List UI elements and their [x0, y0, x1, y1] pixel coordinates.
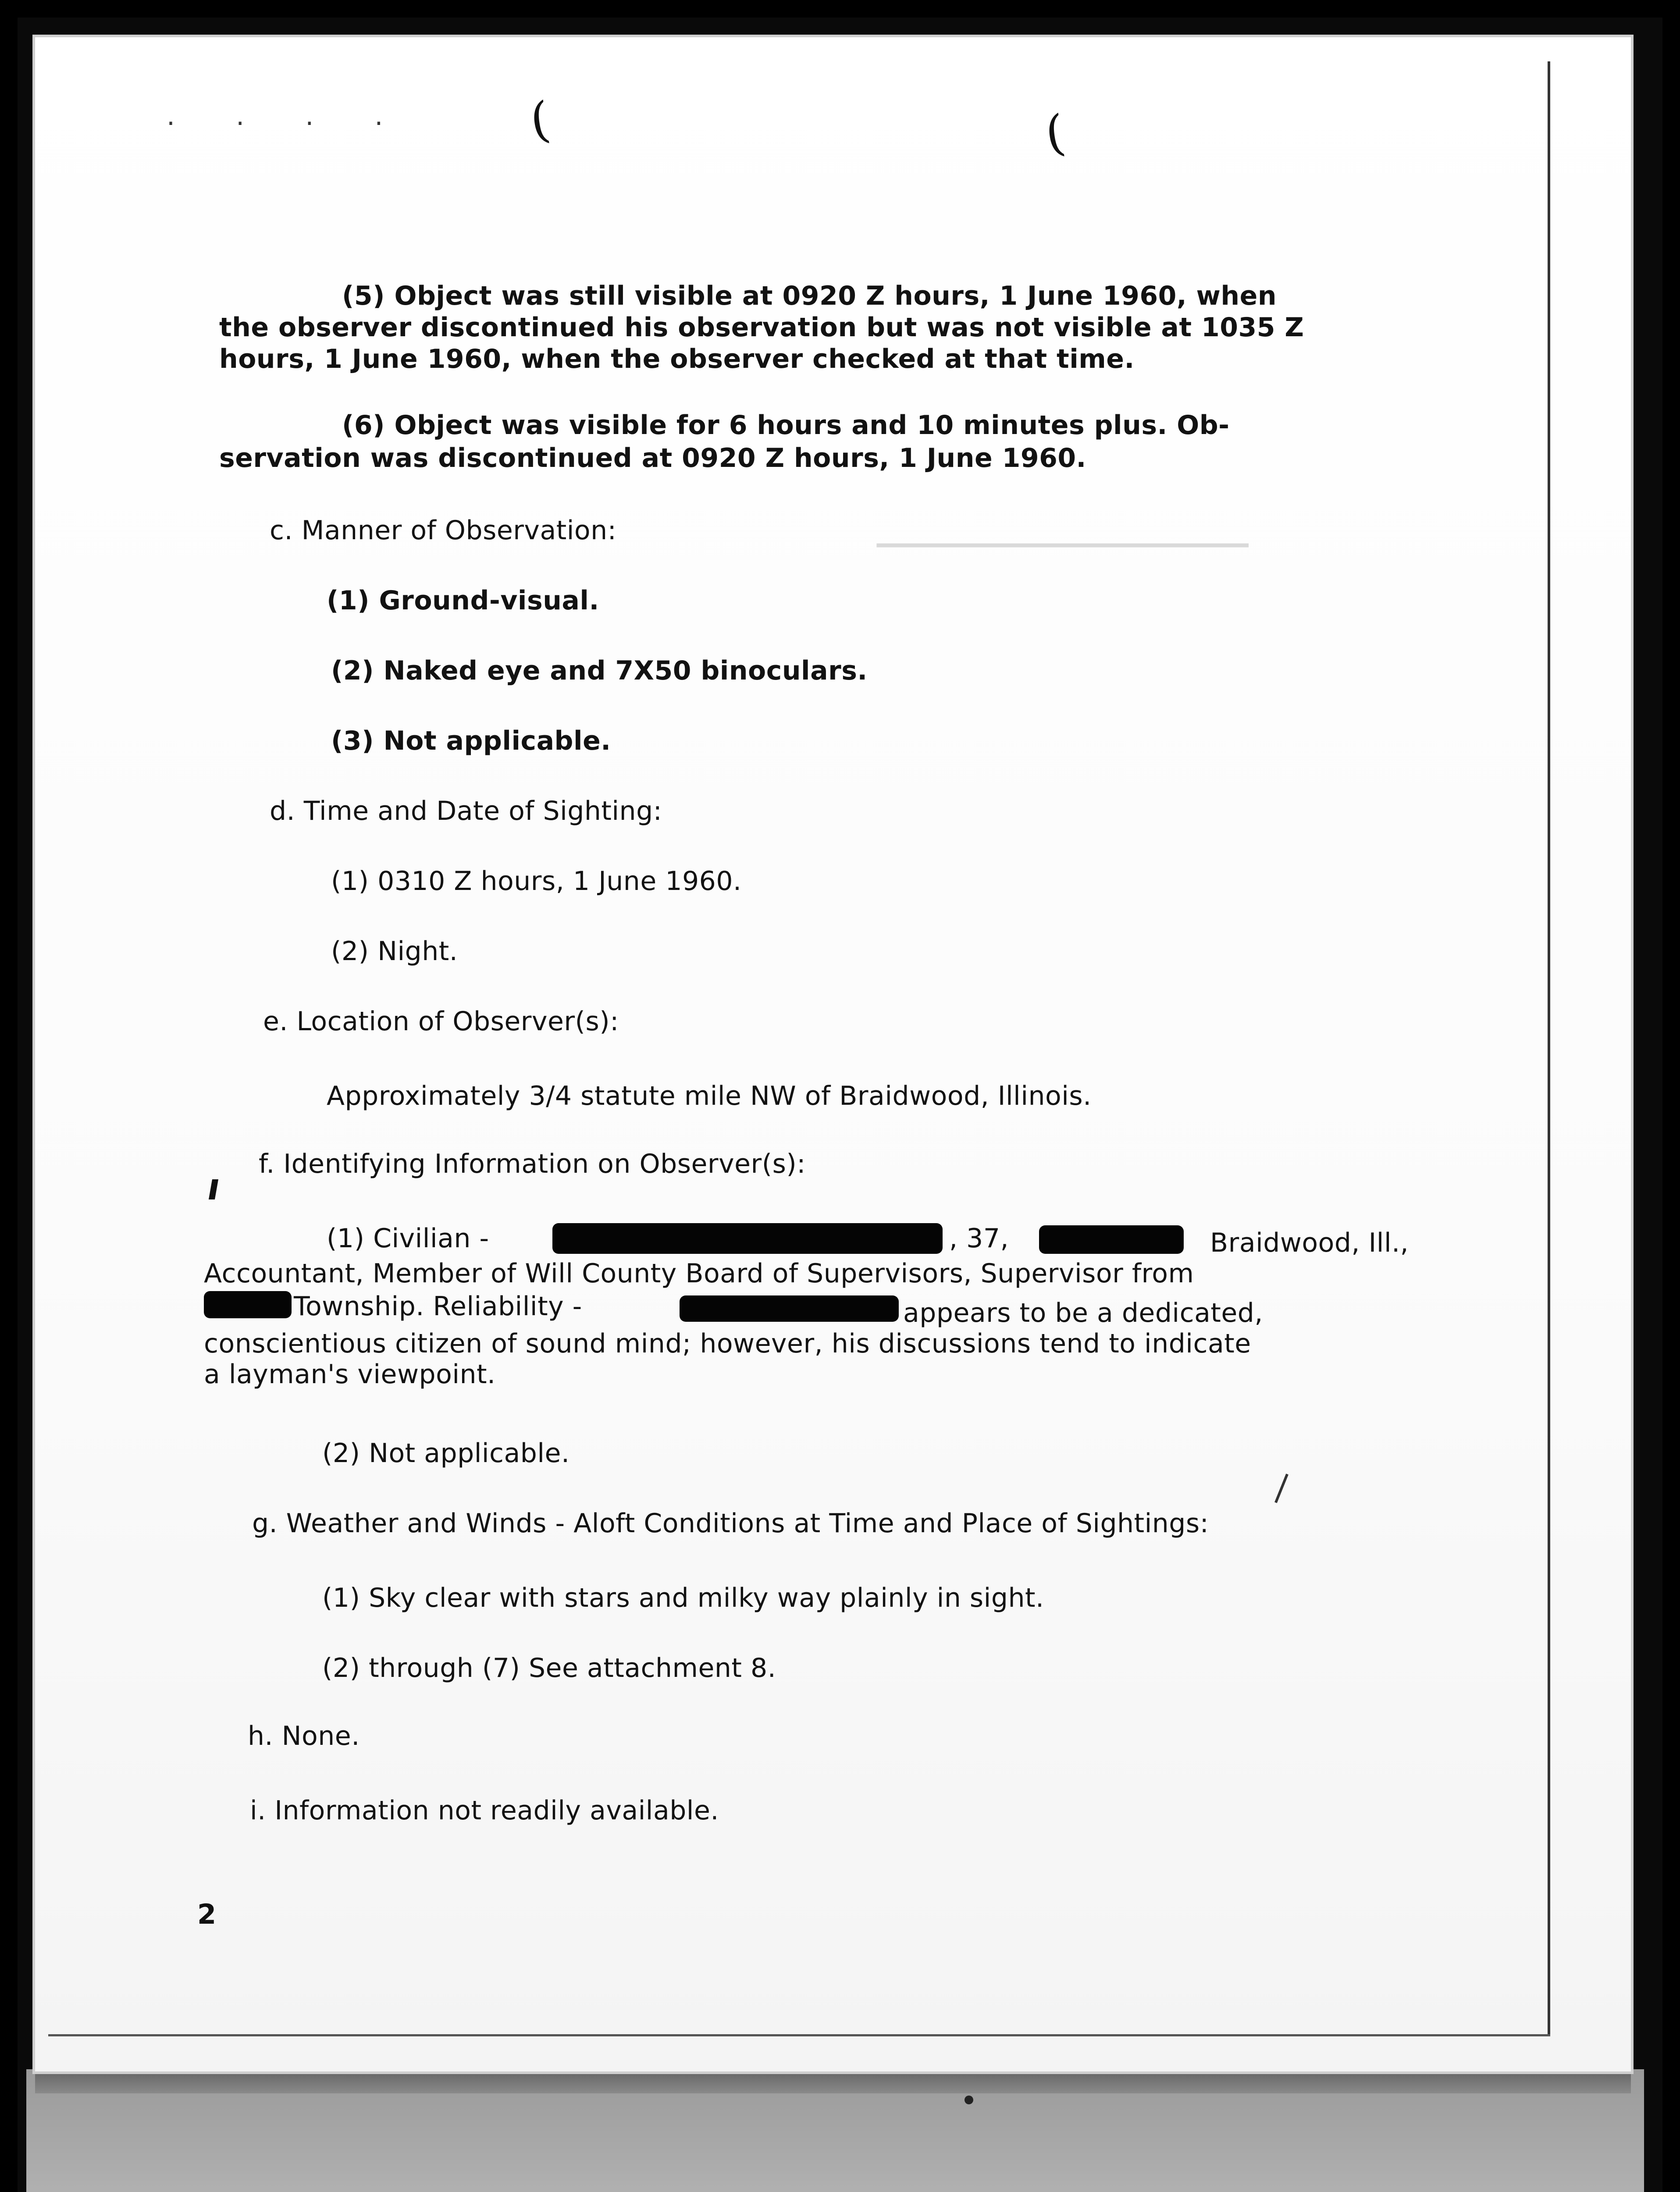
- section-c-item-2: (2) Naked eye and 7X50 binoculars.: [331, 655, 868, 686]
- section-i: i. Information not readily available.: [250, 1795, 719, 1826]
- paren-mark-right: (: [1042, 104, 1068, 163]
- page-edge-bottom: [48, 2034, 1550, 2036]
- section-f-item-1-line-2: Accountant, Member of Will County Board of Supervisors, Supervisor from: [204, 1258, 1194, 1289]
- section-e-text: Approximately 3/4 statute mile NW of Braidwood, Illinois.: [327, 1081, 1092, 1111]
- section-g-item-1: (1) Sky clear with stars and milky way plainly in sight.: [322, 1583, 1044, 1613]
- bleed-through: ▁▁▁▁▁▁▁▁▁▁▁▁▁▁▁▁▁▁▁: [877, 544, 1249, 573]
- redaction-address: [1039, 1225, 1184, 1254]
- redaction-township: [204, 1291, 292, 1318]
- section-f-item-1-age: , 37,: [949, 1223, 1009, 1254]
- section-f-item-1-line-3b: appears to be a dedicated,: [903, 1298, 1263, 1328]
- para-6-line-2: servation was discontinued at 0920 Z hours, 1 June 1960.: [219, 443, 1086, 473]
- para-5-line-2: the observer discontinued his observation but was not visible at 1035 Z: [219, 312, 1304, 343]
- section-e-heading: e. Location of Observer(s):: [263, 1006, 619, 1037]
- section-d-item-2: (2) Night.: [331, 936, 458, 967]
- section-d-item-1: (1) 0310 Z hours, 1 June 1960.: [331, 866, 742, 897]
- film-speck: [965, 2096, 973, 2104]
- section-f-heading: f. Identifying Information on Observer(s):: [259, 1149, 806, 1179]
- section-f-item-2: (2) Not applicable.: [322, 1438, 570, 1469]
- section-f-item-1-line-4: conscientious citizen of sound mind; however, his discussions tend to indicate: [204, 1328, 1251, 1359]
- section-f-item-1-town: Braidwood, Ill.,: [1210, 1228, 1409, 1258]
- paren-mark-left: (: [527, 91, 553, 149]
- section-f-item-1-line-5: a layman's viewpoint.: [204, 1359, 496, 1390]
- para-5-line-3: hours, 1 June 1960, when the observer checked at that time.: [219, 344, 1135, 374]
- section-c-item-1: (1) Ground-visual.: [327, 585, 599, 616]
- redaction-name: [552, 1223, 943, 1254]
- section-g-item-2: (2) through (7) See attachment 8.: [322, 1653, 776, 1683]
- section-h: h. None.: [248, 1721, 360, 1751]
- section-d-heading: d. Time and Date of Sighting:: [270, 796, 662, 826]
- section-g-heading: g. Weather and Winds - Aloft Conditions at Time and Place of Sightings:: [252, 1508, 1209, 1539]
- page-number: 2: [197, 1898, 217, 1930]
- section-f-item-1-start: (1) Civilian -: [327, 1223, 489, 1254]
- section-c-item-3: (3) Not applicable.: [331, 726, 611, 756]
- top-dots: . . . .: [167, 101, 409, 132]
- section-c-heading: c. Manner of Observation:: [270, 515, 617, 546]
- redaction-reliability: [680, 1295, 899, 1322]
- para-5-line-1: (5) Object was still visible at 0920 Z hours, 1 June 1960, when: [342, 281, 1277, 311]
- page-edge-right: [1548, 61, 1550, 2034]
- para-6-line-1: (6) Object was visible for 6 hours and 10 minutes plus. Ob-: [342, 410, 1230, 441]
- section-f-item-1-line-3a: Township. Reliability -: [294, 1291, 582, 1322]
